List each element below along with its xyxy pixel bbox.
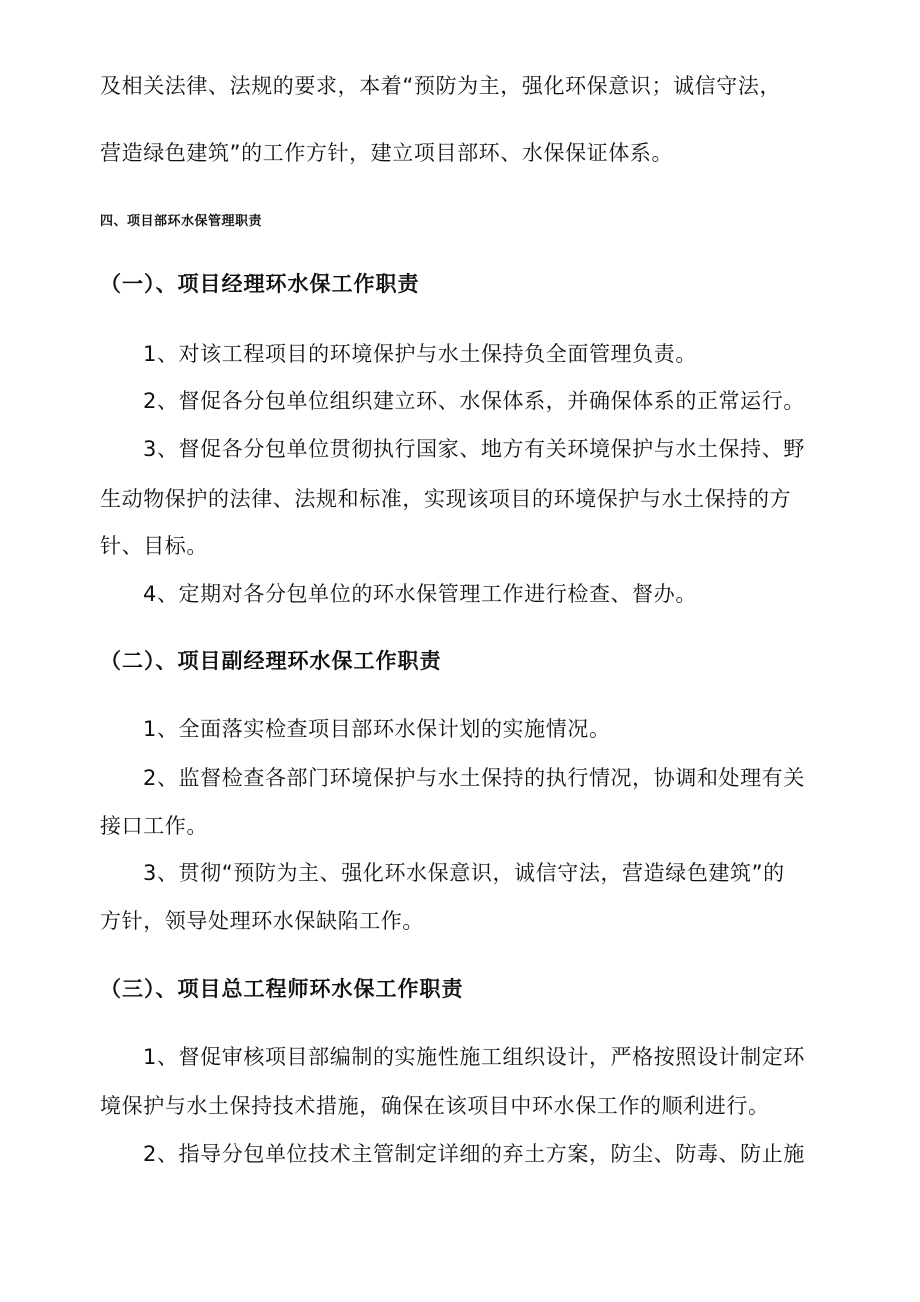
section-3-line-1: 1、督促审核项目部编制的实施性施工组织设计，严格按照设计制定环 <box>143 1045 805 1069</box>
section-1-line-1: 1、对该工程项目的环境保护与水土保持负全面管理负责。 <box>143 342 697 366</box>
intro-line-2: 营造绿色建筑”的工作方针，建立项目部环、水保保证体系。 <box>100 141 674 165</box>
section-3-line-3: 2、指导分包单位技术主管制定详细的弃土方案，防尘、防毒、防止施 <box>143 1142 805 1166</box>
section-1-line-3: 3、督促各分包单位贯彻执行国家、地方有关环境保护与水土保持、野 <box>143 437 805 461</box>
section-1-line-4: 生动物保护的法律、法规和标准，实现该项目的环境保护与水土保持的方 <box>100 487 792 511</box>
section-2-line-5: 方针，领导处理环水保缺陷工作。 <box>100 909 424 933</box>
section-1-title: （一）、项目经理环水保工作职责 <box>100 272 420 296</box>
section-2-line-1: 1、全面落实检查项目部环水保计划的实施情况。 <box>143 717 611 741</box>
section-four-title: 四、项目部环水保管理职责 <box>100 214 263 229</box>
section-2-line-4: 3、贯彻“预防为主、强化环水保意识，诚信守法，营造绿色建筑”的 <box>143 861 785 885</box>
section-3-line-2: 境保护与水土保持技术措施，确保在该项目中环水保工作的顺利进行。 <box>100 1094 770 1118</box>
section-2-line-3: 接口工作。 <box>100 814 208 838</box>
section-2-line-2: 2、监督检查各部门环境保护与水土保持的执行情况，协调和处理有关 <box>143 766 805 790</box>
intro-line-1: 及相关法律、法规的要求，本着“预防为主，强化环保意识；诚信守法， <box>100 74 782 98</box>
section-1-line-5: 针、目标。 <box>100 534 208 558</box>
section-2-title: （二）、项目副经理环水保工作职责 <box>100 649 442 673</box>
section-3-title: （三）、项目总工程师环水保工作职责 <box>100 977 464 1001</box>
section-1-line-2: 2、督促各分包单位组织建立环、水保体系，并确保体系的正常运行。 <box>143 389 805 413</box>
section-1-line-6: 4、定期对各分包单位的环水保管理工作进行检查、督办。 <box>143 582 697 606</box>
